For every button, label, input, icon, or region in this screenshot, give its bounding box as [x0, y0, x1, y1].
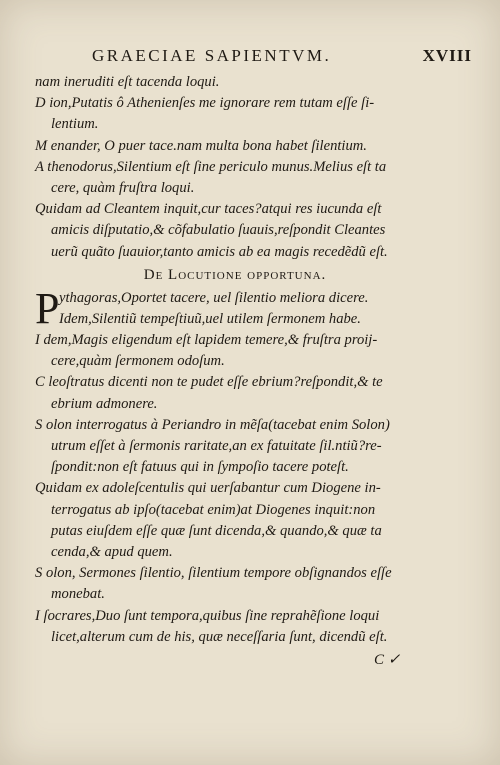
text-line: D ion,Putatis ô Athenienſes me ignorare rem tutam eſſe ſi- — [35, 95, 375, 112]
text-line: Quidam ex adoleſcentulis qui uerſabantur cum Diogene in- — [35, 480, 381, 497]
text-line: A thenodorus,Silentium eſt ſine periculo munus.Melius eſt ta — [35, 158, 387, 175]
text-line: cenda,& apud quem. — [51, 543, 173, 560]
dropcap-paragraph — [35, 283, 435, 333]
text-line: amicis diſputatio,& cõfabulatio ſuauis,reſpondit Cleantes — [51, 222, 386, 239]
text-line: C leoſtratus dicenti non te pudet eſſe ebrium?reſpondit,& te — [35, 374, 383, 391]
text-line: S olon interrogatus à Periandro in mẽſa(tacebat enim Solon) — [35, 416, 390, 433]
text-line: I dem,Magis eligendum eſt lapidem temere,& fruſtra proij- — [35, 332, 378, 349]
text-line: S olon, Sermones ſilentio, ſilentium tempore obſignandos eſſe — [35, 565, 392, 582]
text-line: cere,quàm ſermonem odoſum. — [51, 353, 225, 370]
text-line: licet,alterum cum de his, quæ neceſſaria ſunt, dicendũ eſt. — [51, 628, 388, 645]
text-line: uerũ quãto ſuauior,tanto amicis ab ea magis recedẽdũ eſt. — [51, 243, 388, 260]
text-line: ythagoras,Oportet tacere, uel ſilentio meliora dicere. — [59, 289, 369, 306]
text-line: ſpondit:non eſt fatuus qui in ſympoſio tacere poteſt. — [51, 459, 349, 476]
text-line: lentium. — [51, 116, 99, 133]
text-line: terrogatus ab ipſo(tacebat enim)at Diogenes inquit:non — [51, 501, 376, 518]
text-line: Quidam ad Cleantem inquit,cur taces?atqui res iucunda eſt — [35, 201, 382, 218]
text-line: monebat. — [51, 586, 105, 603]
text-line: nam ineruditi eſt tacenda loqui. — [35, 74, 220, 90]
text-line: cere, quàm fruſtra loqui. — [51, 179, 195, 196]
drop-cap-letter: P — [35, 283, 60, 333]
section-heading: De Locutione opportuna. — [143, 266, 327, 283]
body-text — [35, 72, 435, 648]
text-line: I ſocrares,Duo ſunt tempora,quibus ſine reprahẽſione loqui — [35, 607, 380, 624]
catchword: C ✓ — [374, 652, 401, 668]
folio-number: XVIII — [422, 46, 472, 65]
text-line: Idem,Silentiũ tempeſtiuũ,uel utilem ſermonem habe. — [59, 310, 361, 327]
running-title: GRAECIAE SAPIENTVM. — [92, 46, 332, 65]
text-line: utrum eſſet à ſermonis raritate,an ex fatuitate ſil.ntiũ?re- — [51, 438, 382, 454]
text-line: ebrium admonere. — [51, 395, 158, 412]
text-line: putas eiuſdem eſſe quæ ſunt dicenda,& quando,& quæ ta — [51, 522, 382, 539]
text-line: M enander, O puer tace.nam multa bona habet ſilentium. — [35, 137, 367, 154]
running-head — [92, 46, 472, 70]
